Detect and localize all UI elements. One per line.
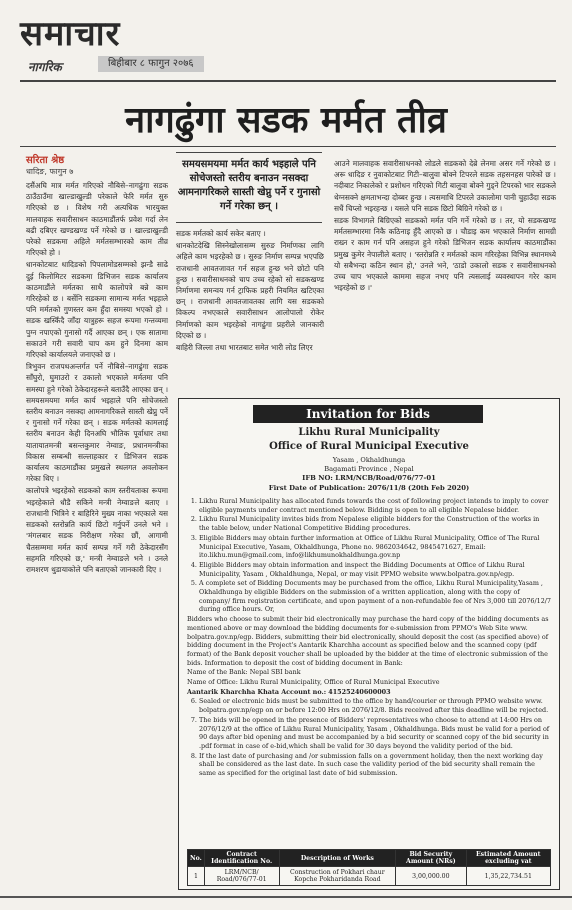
bid-item: 6. Sealed or electronic bids must be submitted to the office by hand/courier or through PPMO website www. bolpatra.gov.np/egp on or before 12:00 Hrs on 2076/12/8. Bids received after this deadline will be rejected.	[199, 697, 551, 714]
bid-item: 8. If the last date of purchasing and /or submission falls on a government holiday, then the next working day shall be considered as the last date. In such case the validity period of the bid security shall remain the same as specified for the original last date of bid submission.	[199, 752, 551, 778]
bid-item: 4. Eligible Bidders may obtain information and inspect the Bidding Documents at Office of Likhu Rural Municipality, Yasam , Okhaldhunga, Nepal, or may visit PPMO website www.bolpatra.gov.np/egp.	[199, 561, 551, 578]
table-header: Contract Identification No.	[204, 850, 279, 867]
pull-quote-top-rule	[176, 152, 322, 153]
table-header: No.	[188, 850, 205, 867]
bid-items-continued	[187, 697, 551, 777]
bid-item: 7. The bids will be opened in the presence of Bidders' representatives who choose to attend at 14:00 Hrs on 2076/12/9 at the office of Likhu Rural Municipality, Yasam , Okhaldhunga. Bids must be valid for a period of 90 days after bid opening and must be accompanied by a bid security or scanned copy of the bid security in .pdf format in case of e-bid,which shall be valid for 30 days beyond the validity period of the bid.	[199, 716, 551, 751]
bid-items	[187, 497, 551, 614]
bid-banner: Invitation for Bids	[253, 405, 483, 423]
paragraph: धानकोटदेखि सिस्नेखोलासम्म सुरुङ निर्माणका लागि अहिले काम भइरहेको छ । सुरुङ निर्माण सम्पन्न भएपछि राजधानी आवतजावत गर्न सहज हुन्छ भने छोटो पनि हुन्छ । सवारीसाधनको चाप उच्च रहेको सो सडकखण्ड निर्माणमा समन्वय गर्न ट्राफिक प्रहरी नियमित खटिएका छन् । राजधानी आवतजावतका लागि यस सडकको विकल्प नभएकाले सवारीसाधन आलोपालो रोकेर निर्माणको काम भइरहेको नागढुंगा प्रहरीले जानकारी दिएको छ ।	[176, 241, 324, 340]
headline: नागढुंगा सडक मर्मत तीव्र	[125, 100, 447, 141]
table-cell: LRM/NCB/ Road/076/77-01	[204, 867, 279, 886]
bid-bank-name: Name of the Bank: Nepal SBI bank	[187, 668, 301, 677]
paragraph: त्रिभुवन राजपथअन्तर्गत पर्ने नौबिसे–नागढुंगा सडक साँघुरो, घुमाउरो र उकालो भएकाले मर्मतमा पनि समस्या हुने गरेको ठेकेदारहरूले बताउँदै आएका छन् । समयसमयमा मर्मत कार्य भइहाले पनि सोचेजस्तो स्तरीय बनाउन नसक्दा आमनागरिकले सास्ती खेप्नु पर्ने र गुनासो गर्ने गरेका छन् । सडक मर्मतको कामलाई स्तरीय बनाउन केही दिनअघि भौतिक पूर्वाधार तथा यातायातमन्त्री बसन्तकुमार नेम्वाङ, प्रधानमन्त्रीका विकास सम्बन्धी सल्लाहकार र डिभिजन सडक कार्यालय काठमाडौंका प्रमुखले स्थलगत अवलोकन गरेका थिए ।	[26, 362, 168, 484]
pull-quote: समयसमयमा मर्मत कार्य भइहाले पनि सोचेजस्तो स्तरीय बनाउन नसक्दा आमनागरिकले सास्ती खेप्नु पर्ने र गुनासो गर्ने गरेका छन् ।	[177, 159, 321, 212]
page-bottom-rule	[0, 896, 572, 898]
table-row	[188, 867, 551, 886]
dateline: धादिङ, फागुन ७	[26, 167, 74, 176]
table-cell: 3,00,000.00	[396, 867, 466, 886]
bid-item: 2. Likhu Rural Municipality invites bids from Nepalese eligible bidders for the Construction of the works in the table below, under National Competitive Bidding procedures.	[199, 515, 551, 532]
table-cell: Construction of Pokhari chaur Kopche Pokharidanda Road	[279, 867, 396, 886]
masthead-date: बिहीबार ८ फागुन २०७६	[98, 56, 204, 72]
bid-item: 1. Likhu Rural Municipality has allocated funds towards the cost of following project intends to imply to cover eligible payments under contract mentioned below. Bidding is open to all eligible Nepalese bidder.	[199, 497, 551, 514]
masthead	[20, 14, 320, 78]
masthead-divider	[20, 80, 556, 82]
article-column-2	[176, 228, 324, 390]
bid-first-date: First Date of Publication: 2076/11/8 (20th Feb 2020)	[268, 484, 470, 492]
paragraph: सडक विभागले बिग्रिएको सडकको मर्मत पनि गर्ने गरेको छ । तर, यो सडकखण्ड मर्मतसम्भारमा निकै कठिनाइ हुँदै आएको छ । चौडाइ कम भएकाले निर्माण सामग्री राख्न र काम गर्न पनि असहज हुने गरेको डिभिजन सडक कार्यालय काठमाडौंका प्रमुख कुमेर नेपालीले बताए । 'स्तरोन्नति र मर्मतको काम गरिरहेका विभिन्न स्थानमध्ये यो सबैभन्दा कठिन स्थान हो,' उनले भने, 'ठाडो उकालो सडक र सवारीसाधनको उच्च चाप भएकाले काममा सहज नभए पनि त्यसलाई व्यवस्थापन गरेर काम भइरहेको छ ।'	[334, 216, 556, 293]
article-column-3	[334, 158, 556, 390]
bid-table	[187, 849, 551, 886]
byline: सरिता श्रेष्ठ	[26, 155, 65, 166]
paragraph: धानकोटबाट धादिङको पिपलामोडसम्मको झन्डै साढे दुई किलोमिटर सडकमा डिभिजन सडक कार्यालय काठमाडौंले मर्मतका साथै कालोपत्रे बन्ने काम गरिरहेको छ । बर्सेनि सडकमा सामान्य मर्मत भइहाले पनि मर्मतको गुणस्तर कम हुँदा समस्या भएको हो । सडक खस्किँदै जाँदा यात्रुहरू सहज रूपमा गन्तव्यमा पुग्न नपाएको गुनासो गर्दै आएका छन् । एक सातामा सकाउने गरी सवारी चाप कम हुने दिनमा काम गरिएको कार्यालयले जनाएको छ ।	[26, 260, 168, 360]
bid-item: 5. A complete set of Bidding Documents may be purchased from the office, Likhu Rural Municipality,Yasam , Okhaldhunga by eligible Bidders on the submission of a written application, along with the copy of company/ firm registration certificate, and upon payment of a non-refundable fee of Nrs 3,000 till 2076/12/7 during office hours. Or,	[199, 579, 551, 614]
table-cell: 1	[188, 867, 205, 886]
bid-body	[187, 497, 551, 779]
table-cell: 1,35,22,734.51	[466, 867, 550, 886]
table-header: Estimated Amount excluding vat	[466, 850, 550, 867]
paragraph: बाहिरी जिल्ला तथा भारतबाट समेत भारी लोड लिएर	[176, 343, 313, 353]
bid-address-2: Bagamati Province , Nepal	[324, 465, 414, 473]
article-column-1	[26, 180, 168, 892]
masthead-section: नागरिक	[28, 60, 62, 74]
paragraph: आउने मालवाहक सवारीसाधनको लोडले सडकको देब्रे लेनमा असर गर्ने गरेको छ । अरू धादिङ र नुवाकोटबाट गिटी–बालुवा बोक्ने टिपरले सडक तहसनहस पारेको छ । नदीबाट निकालेको र प्रशोधन गरिएको गिटी बालुवा बोक्ने गुड्ने टिपरको भार सडकले थेग्नसक्ने क्षमताभन्दा दोब्बर हुन्छ । त्यसमाथि टिपरले उकालोमा पानी चुहाउँदा सडक सधैं चिप्लो भइरहन्छ । यसले पनि सडक छिटो बिग्रिने गरेको छ ।	[334, 159, 556, 213]
bid-account-number: Aantarik Kharchha Khata Account no.: 41525240600003	[187, 687, 391, 696]
bid-org-name: Likhu Rural Municipality	[298, 427, 440, 438]
bid-office-account: Name of Office: Likhu Rural Municipality, Office of Rural Municipal Executive	[187, 678, 440, 687]
masthead-title: समाचार	[20, 14, 121, 54]
table-header: Description of Works	[279, 850, 396, 867]
bid-ifb-number: IFB NO: LRM/NCB/Road/076/77-01	[302, 474, 436, 482]
headline-divider	[20, 146, 556, 147]
pull-quote-bottom-rule	[176, 222, 322, 223]
paragraph: दसैंअघि मात्र मर्मत गरिएको नौबिसे–नागढुंगा सडक ठाउँठाउँमा खाल्डाखुल्डी परेकाले फेरि मर्मत सुरु गरिएको छ । विशेष गरी अत्यधिक भारयुक्त मालवाहक सवारीसाधन काठमाडौंतर्फ प्रवेश गर्दा लेन बढी दबिएर खण्डखण्ड पर्ने गरेको छ । खाल्डाखुल्डी परेको सडकमा अहिले मर्मतसम्भारको काम तीव्र गरिएको हो ।	[26, 181, 168, 258]
bid-electronic-note: Bidders who choose to submit their bid electronically may purchase the hard copy of the bidding documents as mentioned above or may download the bidding documents for e-submission from PPMO's Web Site www. bolpatra.gov.np/egp. Bidders, submitting their bid electronically, should deposit the cost (as specified above) of bidding document in the Project's Aantarik Kharchha account as specified below and the scanned copy (pdf format) of the Bank deposit voucher shall be uploaded by the bidder at the time of electronic submission of the bids. Information to deposit the cost of bidding document in Bank:	[187, 615, 549, 667]
table-header: Bid Security Amount (NRs)	[396, 850, 466, 867]
invitation-for-bids-notice	[178, 398, 560, 890]
bid-item: 3. Eligible Bidders may obtain further information at Office of Likhu Rural Municipality, Office of The Rural Municipal Executive, Yasam, Okhaldhunga, Phone no. 9862034642, 9845471627, Email: ito.likhu.mun@gmail.com, info@likhumunokhaldhunga.gov.np	[199, 534, 551, 560]
table-header-row	[188, 850, 551, 867]
paragraph: सडक मर्मतको कार्य सकेर बताए ।	[176, 229, 266, 238]
paragraph: कालोपत्रे भइरहेको सडकको काम स्तरीयताका रूपमा भइरहेकाले धौडै सकिने मन्त्री नेम्वाङले बताए । राजधानी भित्रिने र बाहिरिने मुख्य नाका भएकाले यस सडकको स्तरोन्नति कार्य छिटो गर्नुपर्ने उनले भने । 'मंगलबार सडक निरीक्षण गरेका छौं, आगामी चैतसम्ममा मर्मत कार्य सम्पन्न गर्ने गरी ठेकेदारसँग सहमति गरिएको छ,' मन्त्री नेम्वाङले भने । उनले रामशरण थुडायाकोले पनि बताएको जानकारी दिए ।	[26, 486, 168, 574]
bid-address-1: Yasam , Okhaldhunga	[332, 456, 406, 464]
bid-office-name: Office of Rural Municipal Executive	[269, 441, 469, 452]
